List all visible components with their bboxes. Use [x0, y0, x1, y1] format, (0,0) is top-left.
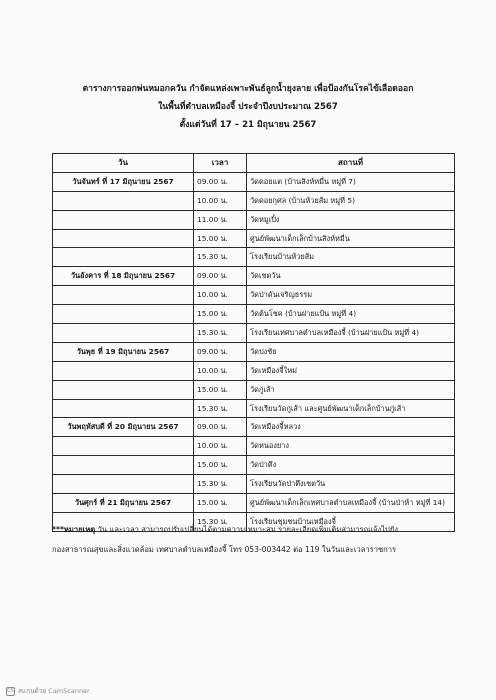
time-cell: 15.00 น.	[194, 229, 247, 248]
day-cell-empty	[53, 399, 194, 418]
title-line-3: ตั้งแต่วันที่ 17 – 21 มิถุนายน 2567	[179, 120, 317, 130]
table-row	[53, 475, 455, 494]
place-cell: วัดป่าดันเจริญธรรม	[247, 286, 455, 305]
table-row	[53, 342, 455, 361]
time-cell: 15.30 น.	[194, 248, 247, 267]
time-cell: 10.00 น.	[194, 286, 247, 305]
place-cell: วัดปงชัย	[247, 342, 455, 361]
day-label: วันพฤหัสบดี ที่ 20 มิถุนายน 2567	[53, 418, 194, 437]
day-cell-empty	[53, 286, 194, 305]
table-row	[53, 210, 455, 229]
remark-note	[52, 520, 456, 560]
watermark-text: สแกนด้วย CamScanner	[18, 687, 90, 695]
day-cell-empty	[53, 324, 194, 343]
remark-text: วัน และเวลา สามารถปรับเปลี่ยนได้ตามความเหมาะสม รายละเอียดเพิ่มเติมสามารถแจ้งไปยัง	[95, 525, 399, 534]
scanner-watermark	[6, 686, 90, 696]
table-row	[53, 437, 455, 456]
place-cell: วัดป่าตึง	[247, 456, 455, 475]
table-row	[53, 286, 455, 305]
time-cell: 09.00 น.	[194, 267, 247, 286]
day-cell-empty	[53, 475, 194, 494]
time-cell: 15.00 น.	[194, 456, 247, 475]
place-cell: ศูนย์พัฒนาเด็กเล็กบ้านสิงห์หมื่น	[247, 229, 455, 248]
day-cell-empty	[53, 361, 194, 380]
time-cell: 09.00 น.	[194, 418, 247, 437]
time-cell: 11.00 น.	[194, 210, 247, 229]
header-day: วัน	[53, 154, 194, 173]
place-cell: วัดดอยกุศล (บ้านห้วยส้ม หมู่ที่ 5)	[247, 191, 455, 210]
table-row	[53, 172, 455, 191]
place-cell: วัดหนองยาง	[247, 437, 455, 456]
time-cell: 09.00 น.	[194, 172, 247, 191]
table-row	[53, 418, 455, 437]
day-label: วันศุกร์ ที่ 21 มิถุนายน 2567	[53, 494, 194, 513]
table-row	[53, 267, 455, 286]
title-line-2: ในพื้นที่ตำบลเหมืองจี้ ประจำปีงบประมาณ 2567	[158, 102, 338, 112]
day-cell-empty	[53, 456, 194, 475]
header-time: เวลา	[194, 154, 247, 173]
day-cell-empty	[53, 437, 194, 456]
table-row	[53, 324, 455, 343]
header-place: สถานที่	[247, 154, 455, 173]
place-cell: วัดเหมืองจี้หลวง	[247, 418, 455, 437]
table-row	[53, 380, 455, 399]
table-header-row	[53, 154, 455, 173]
time-cell: 15.00 น.	[194, 380, 247, 399]
day-label: วันอังคาร ที่ 18 มิถุนายน 2567	[53, 267, 194, 286]
time-cell: 15.00 น.	[194, 494, 247, 513]
place-cell: โรงเรียนวัดป่าตึงเชตวัน	[247, 475, 455, 494]
place-cell: โรงเรียนวัดกู่เส้า และศูนย์พัฒนาเด็กเล็กบ้านกู่เส้า	[247, 399, 455, 418]
time-cell: 10.00 น.	[194, 191, 247, 210]
time-cell: 15.30 น.	[194, 324, 247, 343]
schedule-body	[53, 172, 455, 531]
table-row	[53, 361, 455, 380]
place-cell: ศูนย์พัฒนาเด็กเล็กเทศบาลตำบลเหมืองจี้ (บ้านป่าห้า หมู่ที่ 14)	[247, 494, 455, 513]
place-cell: โรงเรียนบ้านห้วยส้ม	[247, 248, 455, 267]
place-cell: โรงเรียนชุมชนบ้านเหมืองจี้	[247, 512, 455, 531]
camscanner-logo-icon: CS	[7, 688, 14, 694]
place-cell: วัดหมูเปิ้ง	[247, 210, 455, 229]
day-cell-empty	[53, 191, 194, 210]
remark-label: ***หมายเหตุ	[52, 525, 96, 534]
place-cell: โรงเรียนเทศบาลตำบลเหมืองจี้ (บ้านฝายแป้น หมู่ที่ 4)	[247, 324, 455, 343]
table-row	[53, 229, 455, 248]
time-cell: 15.30 น.	[194, 475, 247, 494]
table-row	[53, 494, 455, 513]
table-row	[53, 456, 455, 475]
day-cell-empty	[53, 210, 194, 229]
time-cell: 10.00 น.	[194, 437, 247, 456]
table-row	[53, 305, 455, 324]
day-label: วันจันทร์ ที่ 17 มิถุนายน 2567	[53, 172, 194, 191]
table-row	[53, 248, 455, 267]
place-cell: วัดเชตวัน	[247, 267, 455, 286]
place-cell: วัดกู่เส้า	[247, 380, 455, 399]
time-cell: 15.30 น.	[194, 512, 247, 531]
schedule-table	[52, 153, 455, 532]
remark-contact: กองสาธารณสุขและสิ่งแวดล้อม เทศบาลตำบลเหมืองจี้ โทร 053-003442 ต่อ 119 ในวันและเวลาราชการ	[52, 545, 397, 554]
time-cell: 15.30 น.	[194, 399, 247, 418]
place-cell: วัดเหมืองจี้ใหม่	[247, 361, 455, 380]
title-line-1: ตารางการออกพ่นหมอกควัน กำจัดแหล่งเพาะพันธ์ลูกน้ำยุงลาย เพื่อป้องกันโรคไข้เลือดออก	[82, 84, 414, 94]
time-cell: 09.00 น.	[194, 342, 247, 361]
table-row	[53, 399, 455, 418]
day-cell-empty	[53, 305, 194, 324]
document-header	[40, 80, 456, 134]
place-cell: วัดต้นโชค (บ้านฝายแป้น หมู่ที่ 4)	[247, 305, 455, 324]
time-cell: 10.00 น.	[194, 361, 247, 380]
day-cell-empty	[53, 248, 194, 267]
place-cell: วัดดอยแต (บ้านสิงห์หมื่น หมู่ที่ 7)	[247, 172, 455, 191]
table-row	[53, 191, 455, 210]
day-cell-empty	[53, 229, 194, 248]
day-cell-empty	[53, 380, 194, 399]
day-label: วันพุธ ที่ 19 มิถุนายน 2567	[53, 342, 194, 361]
time-cell: 15.00 น.	[194, 305, 247, 324]
